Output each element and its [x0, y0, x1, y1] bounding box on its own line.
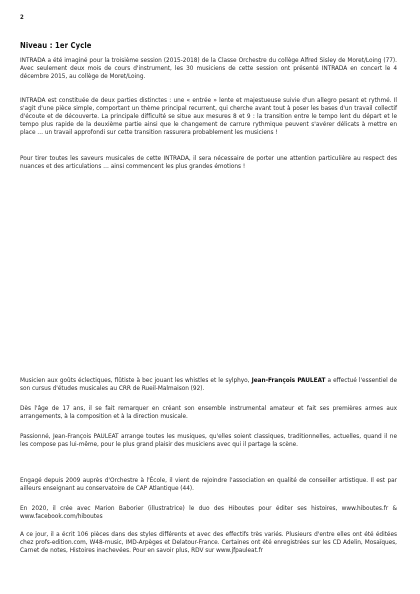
paragraph-text: INTRADA est constituée de deux parties distinctes : une « entrée » lente et majestueuse suivie d'un allegro pesant et rythmé. Il s'agit d'une pièce simple, comportant un thème principal recurrent, qui cherche avant tout à poser les bases d'un travail collectif d'écoute et de découverte. La principale difficulté se situe aux mesures 8 et 9 : la transition entre le tempo lent du départ et le tempo plus rapide de la deuxième partie ainsi que le changement de carrure rythmique peuvent s'avérer délicats à mettre en place … un travail approfondi sur cette transition rassurera probablement les musiciens ! [20, 96, 397, 136]
bio-text-before: Musicien aux goûts éclectiques, flûtiste à bec jouant les whistles et le sylphyo, [20, 376, 252, 384]
paragraph-text: INTRADA a été imaginé pour la troisième session (2015-2018) de la Classe Orchestre du collège Alfred Sisley de Moret/Loing (77). Avec seulement deux mois de cours d'instrument, les 30 musiciens de cette session ont présenté INTRADA en concert le 4 décembre 2015, au collège de Moret/Loing. [20, 56, 397, 80]
page-number: 2 [20, 14, 24, 21]
paragraph-text: Passionné, Jean-François PAULEAT arrange toutes les musiques, qu'elles soient classiques, traditionnelles, actuelles, quand il ne les compose pas lui-même, pour le plus grand plaisir des musiciens avec qui il partage la scène. [20, 432, 397, 448]
paragraph-text: En 2020, il crée avec Marion Baborier (illustratrice) le duo des Hiboutes pour éditer ses histoires, www.hiboutes.fr & www.facebook.com/hiboutes [20, 504, 397, 520]
paragraph-text [20, 377, 397, 393]
bio-passion-paragraph [20, 433, 397, 449]
intro-paragraph [20, 57, 397, 81]
bio-hiboutes-paragraph [20, 505, 397, 521]
level-heading: Niveau : 1er Cycle [20, 41, 92, 50]
interpretation-paragraph [20, 155, 397, 171]
paragraph-text: A ce jour, il a écrit 106 pièces dans des styles différents et avec des effectifs très variés. Plusieurs d'entre elles ont été éditées chez profs-edition.com, W48-music, IMD-Arpèges et Delatour-France. Certaines ont été enregistrées sur les CD Adelin, Mosaïques, Carnet de notes, Histoires inachevées. Pour en savoir plus, RDV sur www.jfpauleat.fr [20, 530, 397, 554]
bio-intro-paragraph [20, 377, 397, 393]
bio-early-paragraph [20, 405, 397, 421]
bio-text-after: a effectué l'essentiel de son cursus d'études musicales au CRR de Rueil-Malmaison (92). [20, 376, 397, 392]
structure-paragraph [20, 97, 397, 137]
paragraph-text: Engagé depuis 2009 auprès d'Orchestre à l'École, il vient de rejoindre l'association en qualité de conseiller artistique. Il est par ailleurs enseignant au conservatoire de CAP Atlantique (44). [20, 476, 397, 492]
composer-name: Jean-François PAULEAT [251, 376, 326, 384]
paragraph-text: Dès l'âge de 17 ans, il se fait remarquer en créant son ensemble instrumental amateur et fait ses premières armes aux arrangements, à la composition et à la direction musicale. [20, 404, 397, 420]
bio-works-paragraph [20, 531, 397, 555]
paragraph-text: Pour tirer toutes les saveurs musicales de cette INTRADA, il sera nécessaire de porter une attention particulière au respect des nuances et des articulations … ainsi commencent les plus grandes émotions ! [20, 154, 397, 170]
bio-engagement-paragraph [20, 477, 397, 493]
